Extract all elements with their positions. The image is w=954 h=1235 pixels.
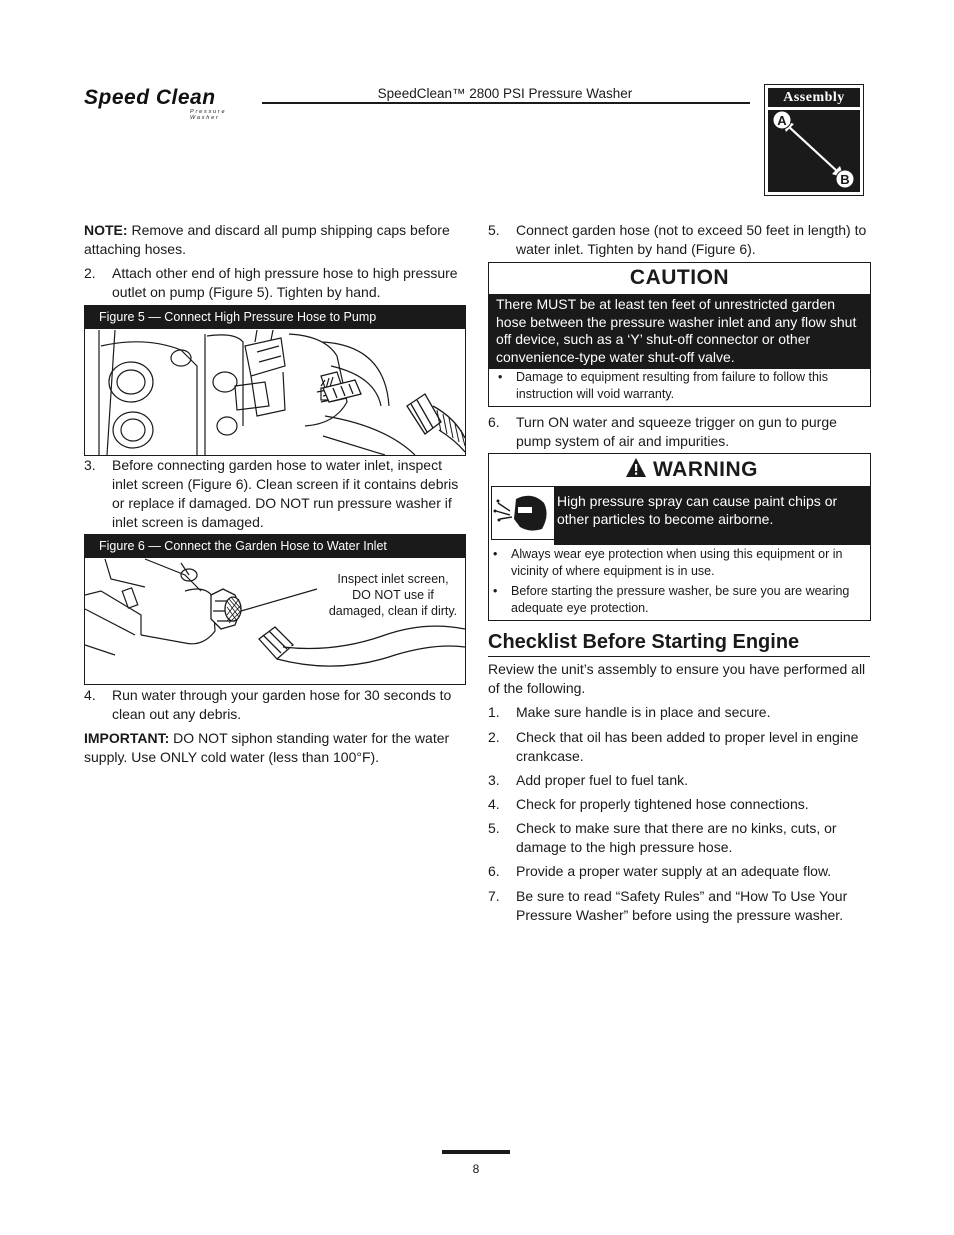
figure-6-caption: Figure 6 — Connect the Garden Hose to Water Inlet [85, 535, 465, 558]
step-text: Run water through your garden hose for 30 seconds to clean out any debris. [112, 687, 452, 722]
step-number: 5. [488, 222, 500, 238]
caution-title: CAUTION [629, 266, 730, 289]
step-number: 6. [488, 414, 500, 430]
note-text: Remove and discard all pump shipping caps before attaching hoses. [84, 222, 450, 257]
bullet-text: Damage to equipment resulting from failure to follow this instruction will void warranty. [516, 370, 828, 401]
page-number: 8 [472, 1162, 480, 1176]
warning-panel: WARNING High pressure spray can cause paint chips or other particles to become airborne. • Always wear eye protection when using this equipment or in vicinity of where equipment is in use. • Before starting the pressure washer, be sure you are wearing adequate eye protection. [488, 453, 871, 621]
step-number: 3. [84, 457, 96, 473]
eye-protection-icon-graphic [492, 487, 554, 539]
bullet-text: Before starting the pressure washer, be sure you are wearing adequate eye protection. [511, 584, 850, 615]
assembly-point-b: B [840, 172, 850, 187]
step-text: Before connecting garden hose to water inlet, inspect inlet screen (Figure 6). Clean screen if it contains debris or replace if damaged. DO NOT run pressure washer if inlet screen is damaged. [112, 457, 459, 530]
checklist-heading: Checklist Before Starting Engine [488, 631, 800, 653]
assembly-label: Assembly [768, 88, 860, 107]
step-text: Turn ON water and squeeze trigger on gun to purge pump system of air and impurities. [516, 414, 837, 449]
document-title: SpeedClean™ 2800 PSI Pressure Washer [377, 86, 633, 101]
logo-wordmark: Speed Clean [84, 86, 216, 109]
assembly-diagram [768, 110, 860, 192]
note-label: NOTE: [84, 222, 128, 238]
figure-5-caption: Figure 5 — Connect High Pressure Hose to Pump [85, 306, 465, 329]
assembly-arrow-icon [768, 110, 857, 189]
important-paragraph [84, 729, 464, 767]
caution-message: There MUST be at least ten feet of unrestricted garden hose between the pressure washer inlet and any flow shut off device, such as a ‘Y’ shut-off connector or other convenience-type water shut-off valve. [489, 294, 870, 369]
important-text: DO NOT siphon standing water for the water supply. Use ONLY cold water (less than 100°F). [84, 730, 450, 765]
important-label: IMPORTANT: [84, 730, 170, 746]
step-number: 4. [84, 687, 96, 703]
caution-panel: CAUTION There MUST be at least ten feet of unrestricted garden hose between the pressure washer inlet and any flow shut off device, such as a ‘Y’ shut-off connector or other convenience-type water shut-off valve. • Damage to equipment resulting from failure to follow this instruction will void warranty. [488, 262, 871, 407]
step-number: 2. [84, 265, 96, 281]
footer-bar [442, 1150, 510, 1154]
assembly-point-a: A [777, 113, 787, 128]
callout-line: Inspect inlet screen, [337, 572, 449, 586]
callout-leader [241, 589, 317, 611]
assembly-badge [764, 84, 864, 196]
bullet-text: Always wear eye protection when using this equipment or in vicinity of where equipment is in use. [511, 547, 843, 578]
pump-hose-illustration [85, 306, 465, 455]
warning-title: WARNING [653, 458, 758, 481]
callout-line: damaged, clean if dirty. [328, 604, 458, 618]
step-text: Attach other end of high pressure hose to high pressure outlet on pump (Figure 5). Tighten by hand. [112, 265, 458, 300]
step-text: Connect garden hose (not to exceed 50 feet in length) to water inlet. Tighten by hand (Figure 6). [516, 222, 867, 257]
warning-message: High pressure spray can cause paint chips or other particles to become airborne. [554, 486, 870, 545]
checklist-rule [488, 656, 870, 657]
brand-logo [84, 86, 259, 121]
checklist-intro: Review the unit’s assembly to ensure you have performed all of the following. [488, 661, 866, 696]
note-paragraph [84, 221, 464, 259]
warning-title-row [489, 454, 870, 484]
figure-6 [84, 534, 466, 685]
header-rule [262, 102, 750, 104]
inlet-screen-callout [307, 571, 466, 619]
eye-protection-icon [491, 486, 555, 540]
figure-5 [84, 305, 466, 456]
alert-triangle-icon [625, 457, 647, 479]
logo-tagline: Pressure Washer [190, 109, 227, 121]
callout-line: DO NOT use if [352, 588, 434, 602]
